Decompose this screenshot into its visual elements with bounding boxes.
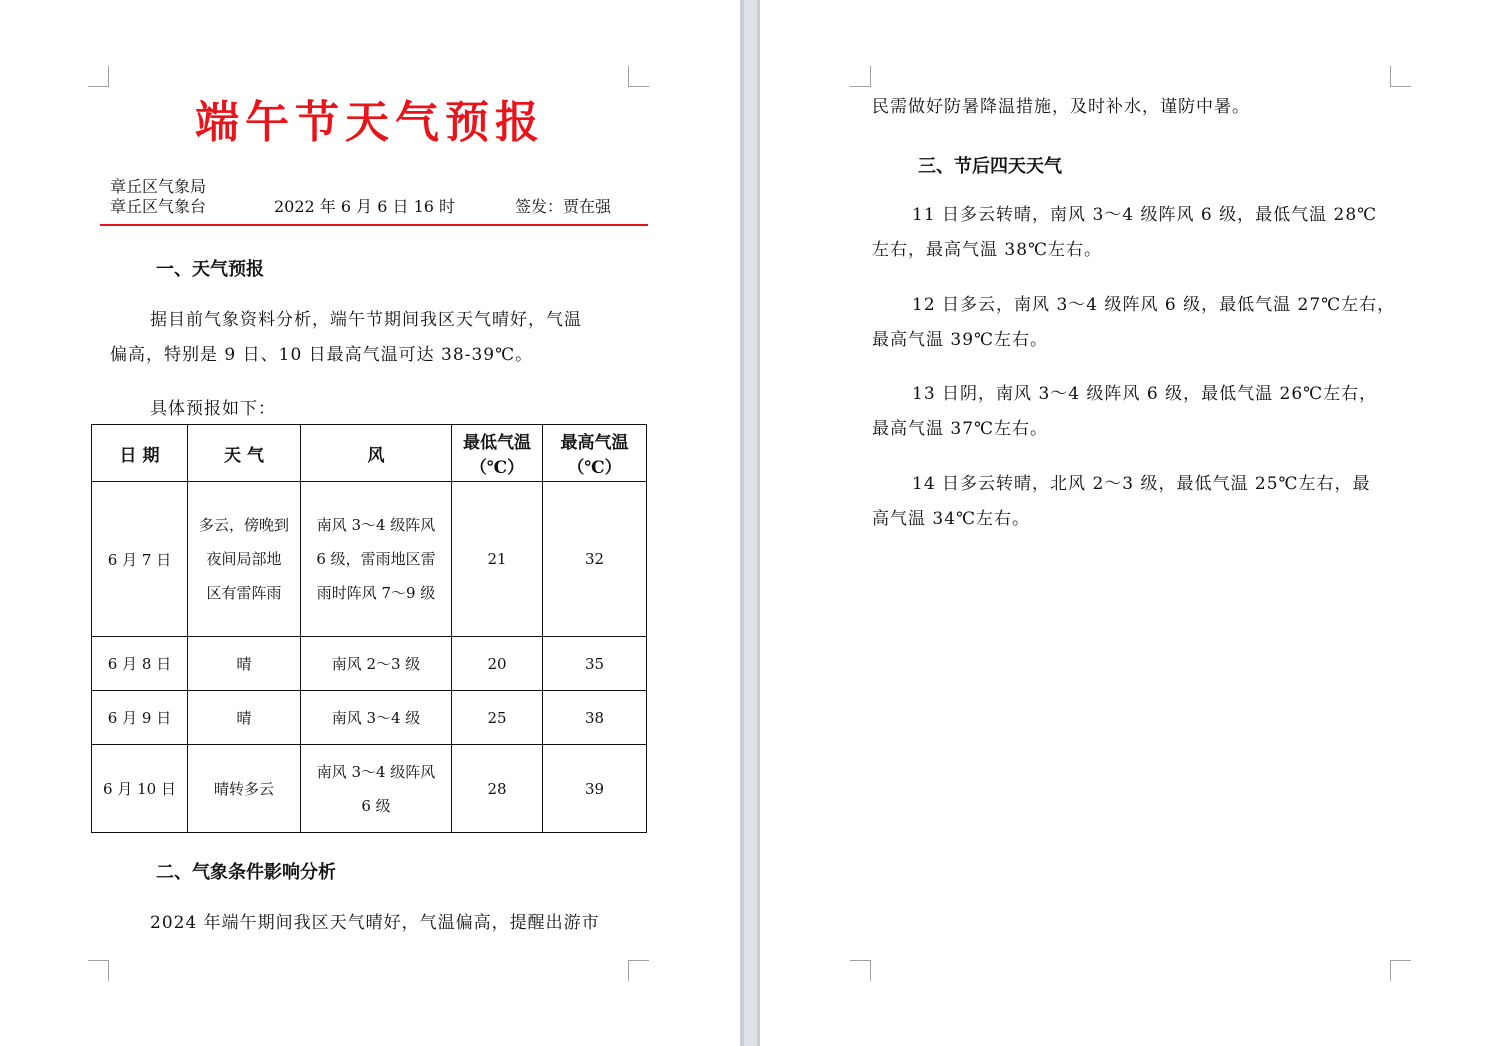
cell-high: 32 — [543, 482, 647, 637]
page-gutter — [740, 0, 760, 1046]
cell-date: 6 月 9 日 — [92, 691, 188, 745]
paragraph-line: 左右，最高气温 38℃左右。 — [872, 240, 1103, 260]
margin-corner-mark — [850, 66, 871, 87]
header-low-temp-unit: （℃） — [469, 458, 525, 478]
margin-corner-mark — [628, 66, 649, 87]
table-row — [92, 637, 647, 691]
cell-line: 夜间局部地 — [206, 550, 282, 568]
header-date: 日 期 — [92, 425, 188, 482]
cell-wind — [301, 745, 452, 833]
header-low-temp-line: 最低气温 — [463, 433, 531, 453]
margin-corner-mark — [88, 960, 109, 981]
cell-low: 25 — [452, 691, 543, 745]
paragraph-line: 14 日多云转晴，北风 2～3 级，最低气温 25℃左右，最 — [912, 474, 1371, 494]
paragraph-line: 2024 年端午期间我区天气晴好，气温偏高，提醒出游市 — [150, 913, 600, 933]
cell-wind: 南风 2～3 级 — [301, 637, 452, 691]
margin-corner-mark — [628, 960, 649, 981]
signer: 签发：贾在强 — [515, 197, 612, 216]
header-high-temp-unit: （℃） — [567, 458, 622, 478]
header-wind: 风 — [301, 425, 452, 482]
section-heading: 三、节后四天天气 — [918, 156, 1062, 177]
cell-line: 6 级 — [361, 796, 391, 815]
paragraph-line: 偏高，特别是 9 日、10 日最高气温可达 38-39℃。 — [110, 345, 534, 365]
cell-wind: 南风 3～4 级 — [301, 691, 452, 745]
paragraph-line: 11 日多云转晴，南风 3～4 级阵风 6 级，最低气温 28℃ — [912, 205, 1378, 225]
cell-line: 雨时阵风 7～9 级 — [316, 584, 436, 602]
margin-corner-mark — [1390, 960, 1411, 981]
margin-corner-mark — [850, 960, 871, 981]
paragraph-line: 据目前气象资料分析，端午节期间我区天气晴好，气温 — [150, 310, 582, 330]
cell-date: 6 月 10 日 — [92, 745, 188, 833]
cell-weather — [188, 482, 301, 637]
paragraph-line: 高气温 34℃左右。 — [872, 509, 1031, 529]
header-high-temp-line: 最高气温 — [560, 433, 629, 453]
document-page-right — [760, 0, 1497, 1046]
paragraph-line: 13 日阴，南风 3～4 级阵风 6 级，最低气温 26℃左右， — [912, 384, 1378, 404]
section-heading: 二、气象条件影响分析 — [156, 862, 336, 883]
table-row — [92, 691, 647, 745]
cell-date: 6 月 8 日 — [92, 637, 188, 691]
header-weather: 天 气 — [188, 425, 301, 482]
document-page-left — [0, 0, 740, 1046]
cell-low: 21 — [452, 482, 543, 637]
issuer-name: 章丘区气象台 — [110, 197, 207, 216]
table-header-row — [92, 425, 647, 482]
paragraph-line: 最高气温 37℃左右。 — [872, 419, 1049, 439]
cell-date: 6 月 7 日 — [92, 482, 188, 637]
cell-wind — [301, 482, 452, 637]
margin-corner-mark — [1390, 66, 1411, 87]
cell-high: 35 — [543, 637, 647, 691]
table-row — [92, 482, 647, 637]
document-title: 端午节天气预报 — [195, 97, 545, 148]
paragraph-line: 12 日多云，南风 3～4 级阵风 6 级，最低气温 27℃左右， — [912, 295, 1396, 315]
cell-low: 28 — [452, 745, 543, 833]
cell-weather: 晴转多云 — [188, 745, 301, 833]
margin-corner-mark — [88, 66, 109, 87]
issuer-name: 章丘区气象局 — [110, 177, 207, 196]
header-low-temp — [452, 425, 543, 482]
paragraph-line: 民需做好防暑降温措施，及时补水，谨防中暑。 — [872, 97, 1250, 117]
cell-line: 6 级，雷雨地区雷 — [316, 550, 436, 568]
cell-weather: 晴 — [188, 691, 301, 745]
forecast-intro: 具体预报如下： — [150, 399, 276, 419]
cell-high: 39 — [543, 745, 647, 833]
header-high-temp — [543, 425, 647, 482]
cell-line: 区有雷阵雨 — [206, 584, 282, 602]
table-row — [92, 745, 647, 833]
section-heading: 一、天气预报 — [156, 259, 264, 280]
issue-datetime: 2022 年 6 月 6 日 16 时 — [274, 197, 456, 216]
cell-low: 20 — [452, 637, 543, 691]
forecast-table — [91, 424, 647, 833]
header-rule — [100, 224, 648, 226]
cell-line: 多云，傍晚到 — [198, 516, 289, 534]
cell-weather: 晴 — [188, 637, 301, 691]
paragraph-line: 最高气温 39℃左右。 — [872, 330, 1049, 350]
cell-line: 南风 3～4 级阵风 — [316, 762, 436, 781]
cell-high: 38 — [543, 691, 647, 745]
cell-line: 南风 3～4 级阵风 — [316, 516, 436, 534]
